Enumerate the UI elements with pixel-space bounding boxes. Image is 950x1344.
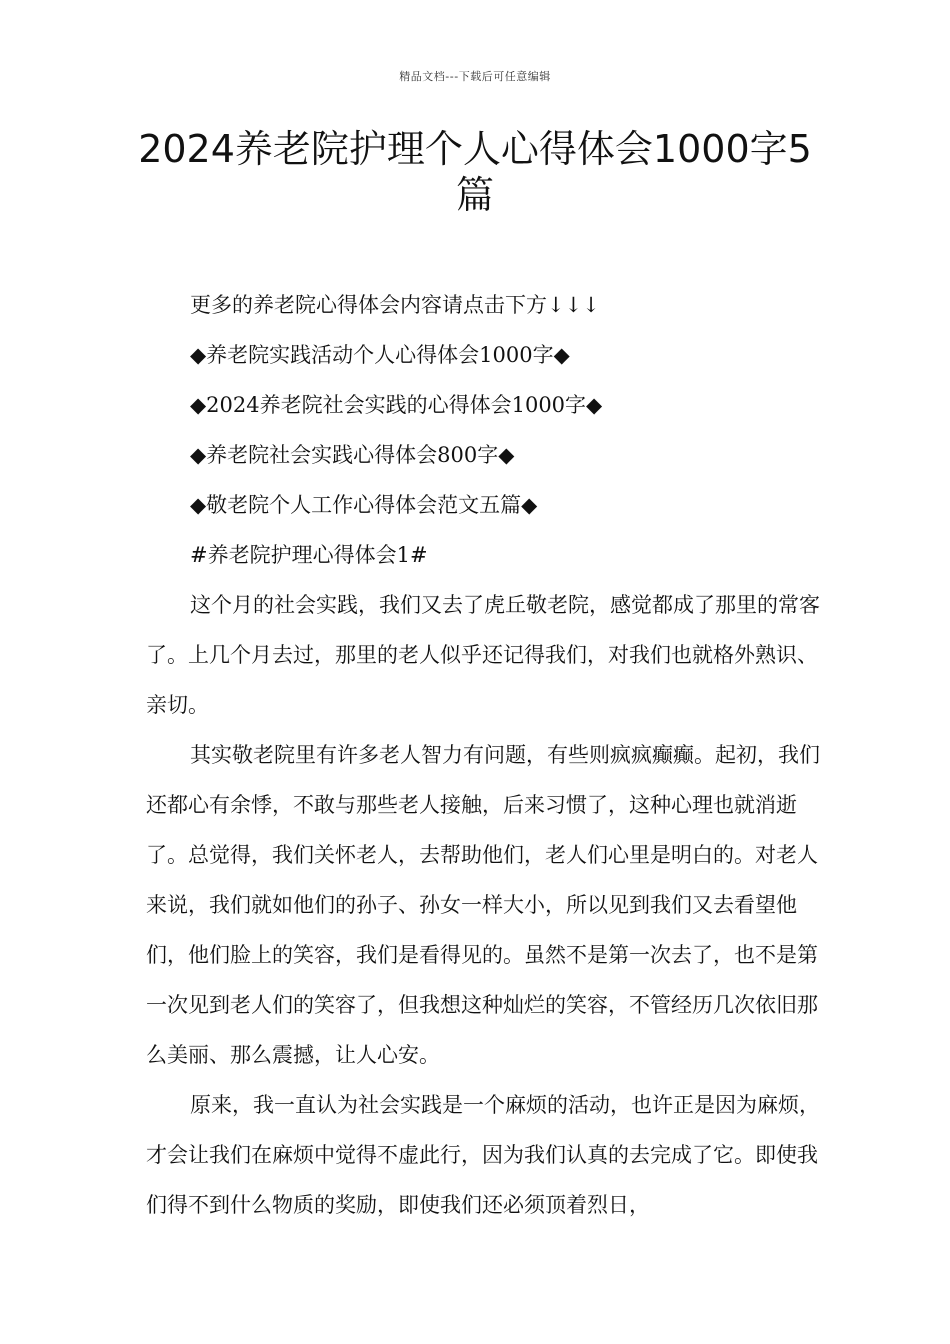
document-body bbox=[146, 280, 826, 1230]
body-paragraph-1: 这个月的社会实践，我们又去了虎丘敬老院，感觉都成了那里的常客了。上几个月去过，那里的老人似乎还记得我们，对我们也就格外熟识、亲切。 bbox=[146, 593, 820, 717]
related-link-4[interactable]: ◆敬老院个人工作心得体会范文五篇◆ bbox=[190, 493, 538, 517]
related-link-2[interactable]: ◆2024养老院社会实践的心得体会1000字◆ bbox=[190, 393, 603, 417]
related-link-1[interactable]: ◆养老院实践活动个人心得体会1000字◆ bbox=[190, 343, 570, 367]
body-paragraph-2: 其实敬老院里有许多老人智力有问题，有些则疯疯癫癫。起初，我们还都心有余悸，不敢与那些老人接触，后来习惯了，这种心理也就消逝了。总觉得，我们关怀老人，去帮助他们，老人们心里是明白的。对老人来说，我们就如他们的孙子、孙女一样大小，所以见到我们又去看望他们，他们脸上的笑容，我们是看得见的。虽然不是第一次去了，也不是第一次见到老人们的笑容了，但我想这种灿烂的笑容，不管经历几次依旧那么美丽、那么震撼，让人心安。 bbox=[146, 743, 820, 1067]
section-heading: #养老院护理心得体会1# bbox=[190, 543, 428, 567]
related-link-3[interactable]: ◆养老院社会实践心得体会800字◆ bbox=[190, 443, 515, 467]
body-paragraph-3: 原来，我一直认为社会实践是一个麻烦的活动，也许正是因为麻烦，才会让我们在麻烦中觉得不虚此行，因为我们认真的去完成了它。即使我们得不到什么物质的奖励，即使我们还必须顶着烈日， bbox=[146, 1093, 820, 1217]
intro-text: 更多的养老院心得体会内容请点击下方↓↓↓ bbox=[190, 293, 600, 317]
header-note: 精品文档---下载后可任意编辑 bbox=[399, 70, 551, 83]
document-title: 2024养老院护理个人心得体会1000字5篇 bbox=[138, 127, 812, 217]
